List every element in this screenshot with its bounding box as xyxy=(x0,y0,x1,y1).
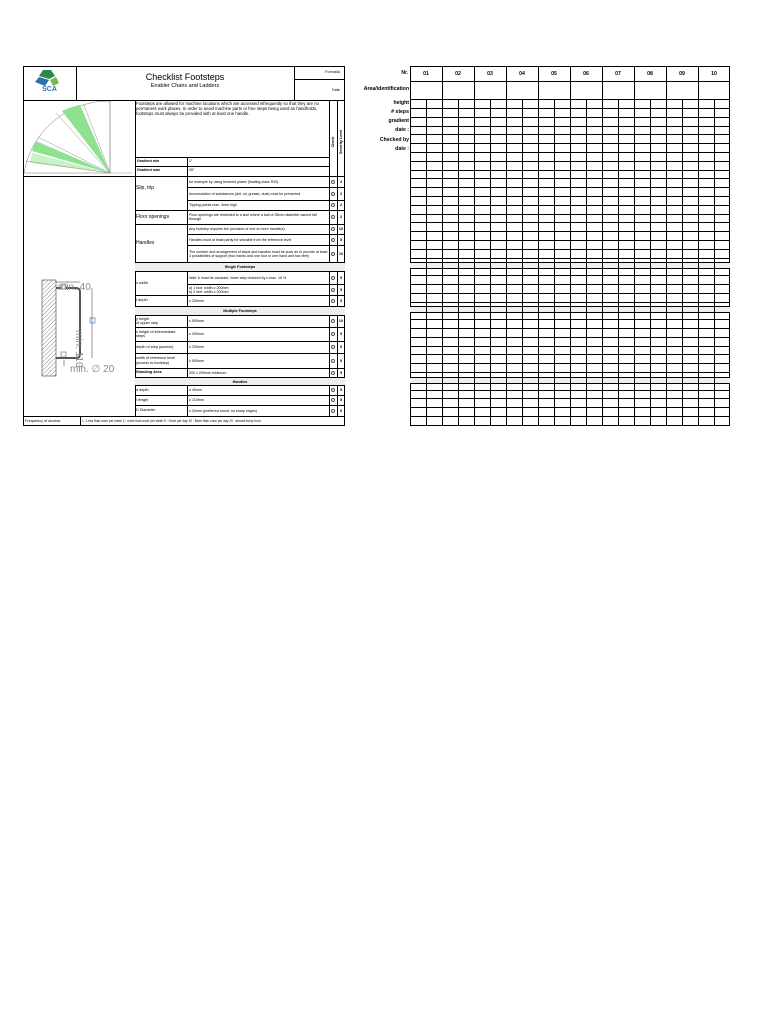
row-category: D Diameter xyxy=(136,408,156,413)
severity-value: 5 xyxy=(339,408,343,413)
row-requirement: ≥ 20mm (preferred round, no sharp edges) xyxy=(189,408,257,413)
severity-value: 5 xyxy=(339,388,343,392)
row-requirement: ≤ 500mm xyxy=(189,319,204,323)
row-label: gradient xyxy=(388,118,409,124)
check-circle[interactable] xyxy=(331,276,335,280)
row-requirement: Accumulation of substances (dirt, oil, grease, dust) must be prevented xyxy=(189,191,301,196)
severity-value: 5 xyxy=(339,298,343,303)
severity-column-header: Severity Level xyxy=(339,129,343,155)
sca-logo xyxy=(27,68,72,98)
row-requirement: for example by using textured plates (floating class R10) xyxy=(189,179,279,184)
column-number-06: 06 xyxy=(583,70,589,77)
column-number-08: 08 xyxy=(647,70,653,77)
gradient-diagram xyxy=(24,101,135,176)
severity-value: 5 xyxy=(339,370,343,375)
column-number-04: 04 xyxy=(519,70,525,77)
row-category: Standing Area xyxy=(136,370,162,375)
min-length-label: min. 110 xyxy=(73,330,84,368)
row-category: depth of step (access) xyxy=(136,344,174,349)
nr-label: Nr. xyxy=(401,70,408,76)
page-subtitle: Enabler Chairs and Ladders xyxy=(150,83,220,89)
check-circle[interactable] xyxy=(331,252,335,256)
check-circle[interactable] xyxy=(331,371,335,375)
column-number-05: 05 xyxy=(551,70,557,77)
column-number-01: 01 xyxy=(423,70,429,77)
row-requirement: ≥ 110mm xyxy=(189,398,204,402)
row-requirement: Floor openings are restricted to a size where a ball of 35mm diameter cannot fall through xyxy=(189,213,317,221)
severity-value: 10 xyxy=(338,251,344,256)
row-requirement: Any footstep requires the provision of one or more handle(s) xyxy=(189,227,285,231)
check-circle[interactable] xyxy=(331,409,335,413)
column-number-02: 02 xyxy=(455,70,461,77)
row-category: y height of upper step xyxy=(136,316,159,325)
check-circle[interactable] xyxy=(331,203,335,207)
severity-value: 10 xyxy=(338,227,344,231)
gradient-min-label: Gradient min xyxy=(137,159,160,163)
section-title: Handles xyxy=(232,380,248,384)
row-category: Slip, trip xyxy=(136,184,155,191)
formalia-label: Formalia xyxy=(325,70,340,74)
row-label: date : xyxy=(395,146,409,152)
severity-value: 5 xyxy=(339,345,343,349)
intro-text: Footsteps are allowed for machine locations which are accessed infrequently so that they are no permanent work places. In order to avoid machine parts or free steps being used as handholds, footsteps must always be provided with at least one handle. xyxy=(136,101,319,117)
severity-value: 2 xyxy=(339,215,343,219)
page-title: Checklist Footsteps xyxy=(145,72,225,82)
severity-value: 5 xyxy=(339,332,343,336)
check-circle[interactable] xyxy=(331,299,335,303)
column-number-07: 07 xyxy=(615,70,621,77)
logo-text: SCA xyxy=(42,86,57,93)
row-requirement: Wall: b must be constant, lower step reduced by c max. 15 % xyxy=(189,275,287,280)
severity-value: 2 xyxy=(339,191,343,196)
row-category: Floor openings xyxy=(136,213,170,220)
gradient-min-value: 1° xyxy=(189,159,193,163)
column-number-09: 09 xyxy=(679,70,685,77)
row-requirement: ≥ 500mm xyxy=(189,358,204,363)
check-circle[interactable] xyxy=(331,388,335,392)
logo-mark-icon xyxy=(35,70,59,86)
row-label: date : xyxy=(395,127,409,133)
handle-dimension-diagram xyxy=(24,270,134,380)
row-requirement: Tipping points max. 4mm high xyxy=(189,203,237,207)
section-title: Single Footsteps xyxy=(224,265,256,269)
gradient-max-value: 45° xyxy=(189,168,195,172)
date-label: Date xyxy=(331,88,340,92)
footer-text: 1 : Less than once per week 2 : more than once per week 5 : Once per day 10 : More than once per day 20 : almost every hour xyxy=(82,419,261,423)
check-circle[interactable] xyxy=(331,332,335,336)
check-circle[interactable] xyxy=(331,215,335,219)
footer-label: Frequency of access: xyxy=(25,419,62,423)
row-requirement: ≥ 200mm xyxy=(189,345,204,349)
severity-value: 2 xyxy=(339,203,343,207)
row-requirement: ≥ 40mm xyxy=(189,388,202,392)
row-category: d depth xyxy=(136,387,149,392)
row-category: width of reference level (access to footstep) xyxy=(136,356,176,365)
row-requirement: 300 x 200mm minimum xyxy=(189,370,227,375)
row-category: s height of intermediate steps xyxy=(136,329,176,338)
min-diameter-label: min. ∅ 20 xyxy=(70,364,115,375)
check-circle[interactable] xyxy=(331,288,335,292)
check-circle[interactable] xyxy=(331,345,335,349)
section-header-multiple xyxy=(135,306,345,315)
row-category: Handles xyxy=(136,239,155,246)
severity-value: 2 xyxy=(339,179,343,184)
check-circle[interactable] xyxy=(331,238,335,242)
section-title: Multiple Footsteps xyxy=(223,309,257,313)
check-column-header: Check xyxy=(331,136,335,148)
row-requirement: ≥ 200mm xyxy=(189,298,204,303)
row-requirement: a) 1 foot: width ≥ 200mm b) 2 feet: width ≥ 300mm xyxy=(189,285,229,294)
row-category: l length xyxy=(136,397,149,402)
check-circle[interactable] xyxy=(331,319,335,323)
check-circle[interactable] xyxy=(331,398,335,402)
row-category: s width xyxy=(136,280,148,285)
row-category: t depth xyxy=(136,298,148,303)
row-label: # steps xyxy=(391,109,409,115)
section-header-handles xyxy=(135,377,345,385)
column-number-10: 10 xyxy=(711,70,717,77)
check-circle[interactable] xyxy=(331,227,335,231)
row-requirement: The number and arrangement of steps and handles must be such as to provide at least 3 possibilities of support (two hands and one foot or one hand and two feet) xyxy=(189,249,328,258)
column-number-03: 03 xyxy=(487,70,493,77)
section-header-single xyxy=(135,262,345,271)
severity-value: 5 xyxy=(339,287,343,292)
severity-value: 10 xyxy=(338,319,344,323)
row-label: Checked by xyxy=(379,137,409,143)
check-circle[interactable] xyxy=(331,359,335,363)
severity-value: 5 xyxy=(339,398,343,402)
row-label: Area/identification xyxy=(363,86,409,92)
min-width-label: min. 40 xyxy=(58,282,91,293)
severity-value: 5 xyxy=(339,237,343,242)
row-label: height xyxy=(393,100,409,106)
severity-value: 5 xyxy=(339,275,343,280)
row-requirement: ≤ 300mm xyxy=(189,332,204,336)
check-circle[interactable] xyxy=(331,180,335,184)
check-circle[interactable] xyxy=(331,192,335,196)
gradient-max-label: Gradient max xyxy=(137,168,160,172)
row-requirement: Handles must at least partly be seizable from the reference level xyxy=(189,237,292,242)
severity-value: 5 xyxy=(339,358,343,363)
